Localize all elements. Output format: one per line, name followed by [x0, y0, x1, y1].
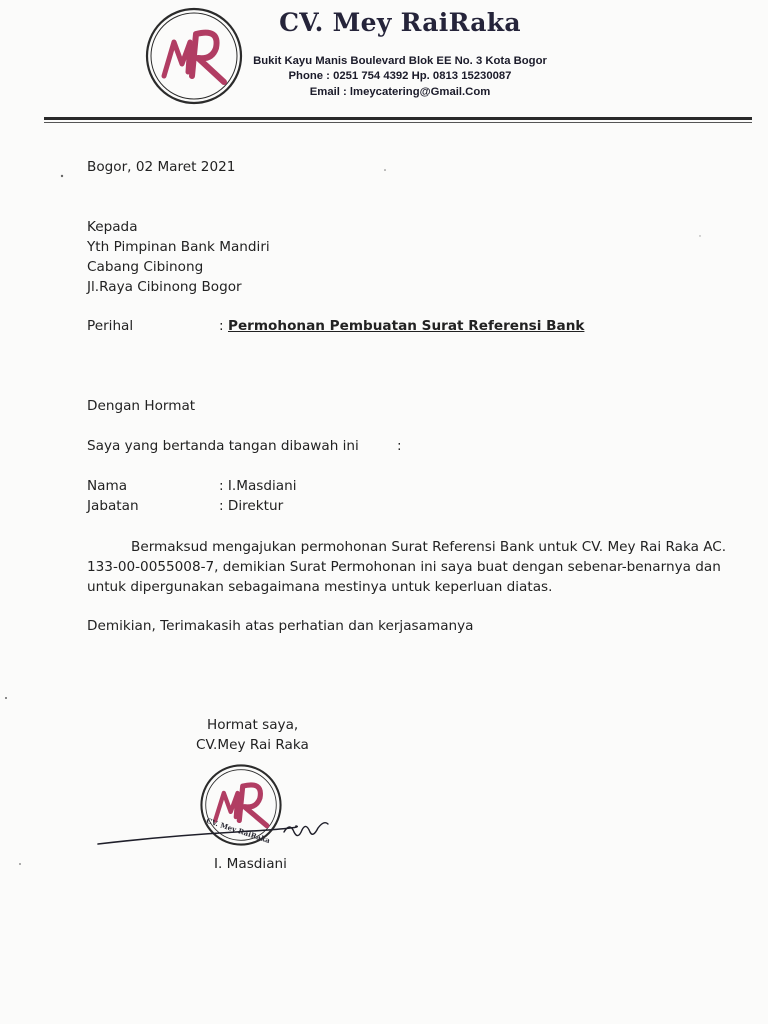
recipient-line-3: Cabang Cibinong [87, 259, 204, 275]
company-logo [144, 6, 244, 106]
field-label-nama: Nama [87, 478, 128, 494]
subject-value: Permohonan Pembuatan Surat Referensi Bank [228, 318, 585, 334]
company-name: CV. Mey RaiRaka [279, 8, 521, 37]
company-email: Email : lmeycatering@Gmail.Com [309, 86, 491, 98]
greeting: Dengan Hormat [87, 398, 196, 414]
signature-name: I. Masdiani [214, 856, 287, 872]
signature-company: CV.Mey Rai Raka [196, 737, 309, 753]
intro-text: Saya yang bertanda tangan dibawah ini [87, 438, 359, 454]
body-paragraph-line-1: Bermaksud mengajukan permohonan Surat Referensi Bank untuk CV. Mey Rai Raka AC. [131, 539, 727, 555]
recipient-line-4: Jl.Raya Cibinong Bogor [87, 279, 242, 295]
intro-colon: : [397, 438, 402, 454]
letter-date: Bogor, 02 Maret 2021 [87, 159, 236, 175]
subject-label: Perihal [87, 318, 134, 334]
recipient-line-2: Yth Pimpinan Bank Mandiri [87, 239, 270, 255]
body-paragraph-line-3: untuk dipergunakan sebagaimana mestinya untuk keperluan diatas. [87, 579, 553, 595]
company-phone: Phone : 0251 754 4392 Hp. 0813 15230087 [288, 70, 512, 82]
stamp-text: CV. Mey RaiRaka [205, 815, 272, 846]
field-label-jabatan: Jabatan [87, 498, 139, 514]
body-paragraph-line-2: 133-00-0055008-7, demikian Surat Permohonan ini saya buat dengan sebenar-benarnya dan [87, 559, 721, 575]
subject-colon: : [219, 318, 224, 334]
recipient-line-1: Kepada [87, 219, 138, 235]
letterhead-divider-thin [44, 122, 752, 123]
field-value-nama: : I.Masdiani [219, 478, 297, 494]
closing-line: Demikian, Terimakasih atas perhatian dan kerjasamanya [87, 618, 474, 634]
letterhead-divider [44, 117, 752, 120]
handwritten-signature [96, 815, 336, 848]
company-address: Bukit Kayu Manis Boulevard Blok EE No. 3 Kota Bogor [253, 55, 547, 67]
signature-salutation: Hormat saya, [207, 717, 299, 733]
field-value-jabatan: : Direktur [219, 498, 284, 514]
